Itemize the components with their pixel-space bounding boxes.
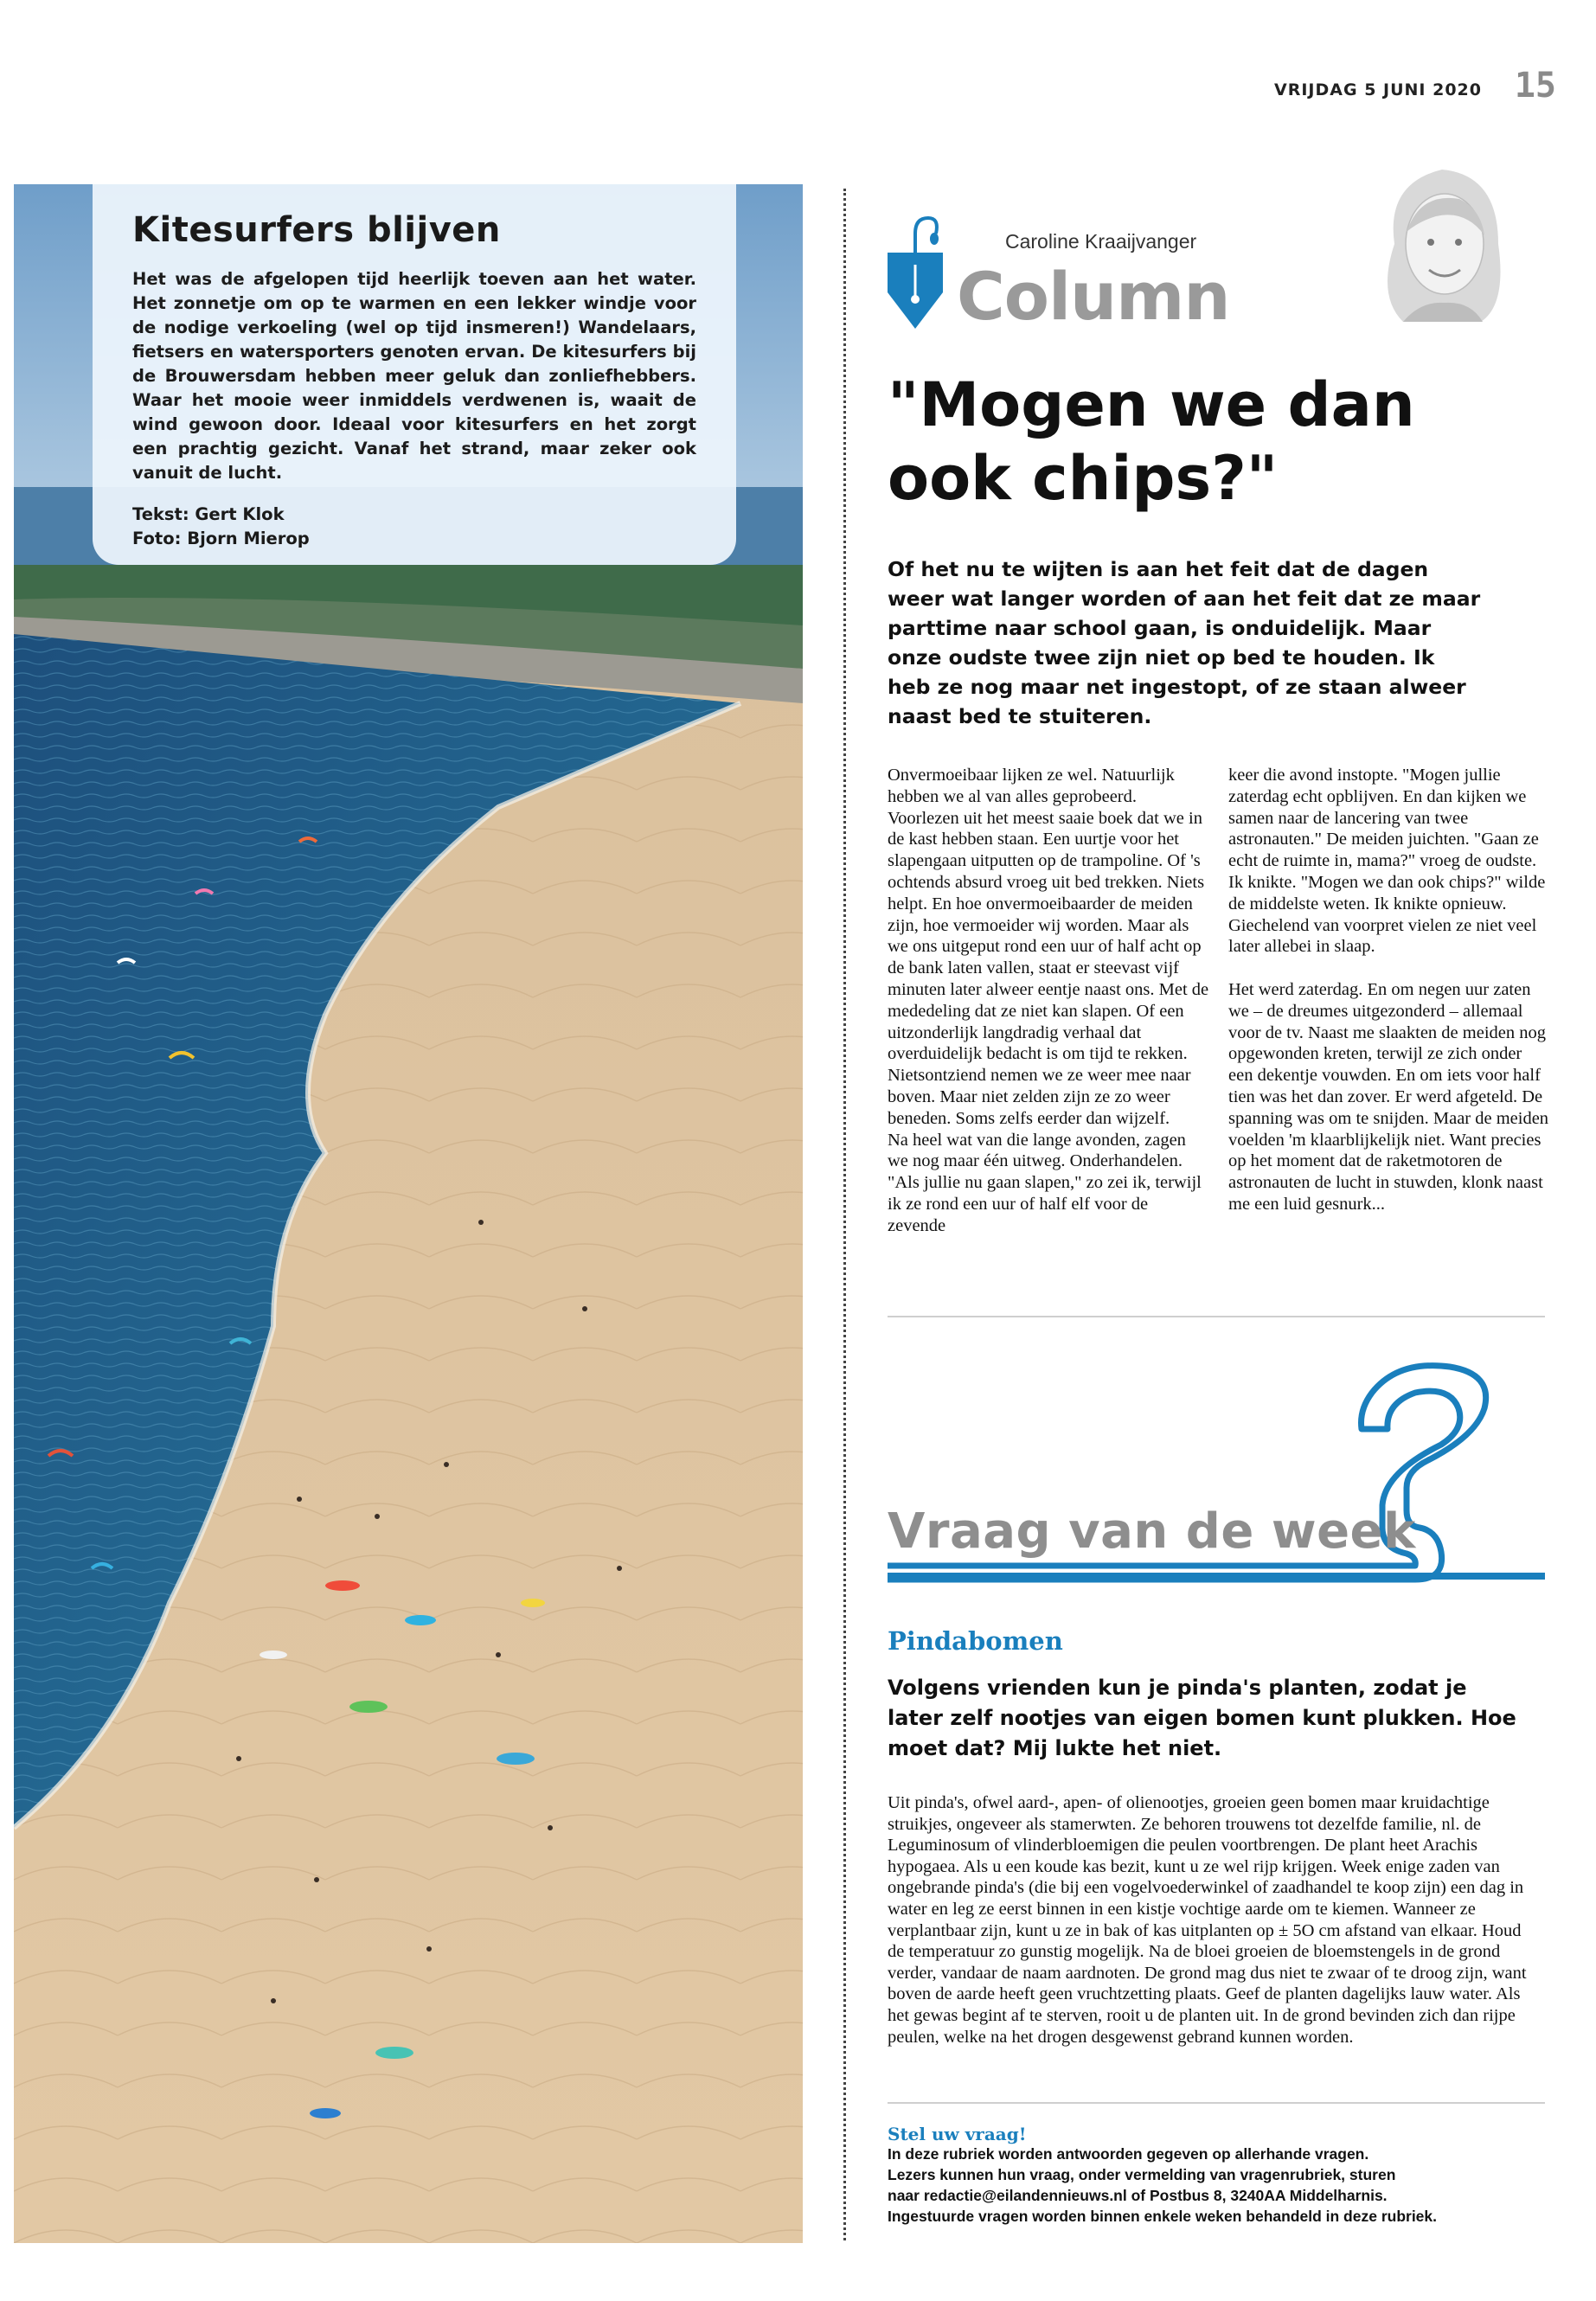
question-section-title: Vraag van de week	[888, 1503, 1416, 1560]
kitesurf-caption-box	[93, 184, 736, 565]
column-headline: "Mogen we dan ook chips?"	[888, 369, 1415, 514]
column-author: Caroline Kraaijvanger	[1005, 230, 1197, 253]
kitesurf-body: Het was de afgelopen tijd heerlijk toeven aan het water. Het zonnetje om op te warmen en een lekker windje voor de nodige verkoeling (wel op tijd insmeren!) Wandelaars, fietsers en watersporters genoten ervan. De kitesurfers bij de Brouwersdam hebben meer geluk dan zonliefhebbers. Waar het mooie weer inmiddels verdwenen is, waait de wind gewoon door. Ideaal voor kitesurfers en het zorgt een prachtig gezicht. Vanaf het strand, maar zeker ook vanuit de lucht.	[132, 269, 696, 483]
ask-title: Stel uw vraag!	[888, 2124, 1027, 2144]
question-lead: Volgens vrienden kun je pinda's planten, zodat je later zelf nootjes van eigen bomen kunt plukken. Hoe moet dat? Mij lukte het niet.	[888, 1676, 1516, 1760]
question-answer: Uit pinda's, ofwel aard-, apen- of olienootjes, groeien geen bomen maar kruidachtige struikjes, ongeveer als stamerwten. Ze behoren trouwens tot dezelfde familie, nl. de Leguminosum of vlinderbloemigen die peulen voortbrengen. De plant heet Arachis hypogaea. Als u een koude kas bezit, kunt u ze wel rijp krijgen. Week enige zaden van ongebrande pinda's (die bij een vogelvoederwinkel of zaadhandel te koop zijn) een dag in water en leg ze eerst binnen in een kistje vochtige aarde om te kiemen. Wanneer ze verplantbaar zijn, kunt u ze in bak of kas uitplanten op ± 5O cm afstand van elkaar. Houd de temperatuur zo gunstig mogelijk. Na de bloei groeien de bloemstengels in de grond verder, vandaar de naam aardnoten. De grond mag dus niet te zwaar of te droog zijn, want boven de aarde heeft geen vruchtzetting plaats. Geef de planten dagelijks lauw water. Als het gewas begint af te sterven, rooit u de planten uit. In de grond bevinden zich dan rijpe peulen, welke na het drogen desgewenst gebrand kunnen worden.	[888, 1793, 1527, 2047]
text-credit: Tekst: Gert Klok	[132, 504, 285, 524]
column-separator	[843, 189, 846, 2240]
question-subject: Pindabomen	[888, 1626, 1063, 1656]
column-label: Column	[957, 258, 1230, 335]
column-body-left: Onvermoeibaar lijken ze wel. Natuurlijk hebben we al van alles geprobeerd. Voorlezen uit het meest saaie boek dat we in de kast hebben staan. Een uurtje voor het slapengaan uitputten op de trampoline. Of 's ochtends absurd vroeg uit bed trekken. Niets helpt. En hoe onvermoeibaarder de meiden zijn, hoe vermoeider wij worden. Maar als we ons uitgeput rond een uur of half acht op de bank laten vallen, staat er steevast vijf minuten later alweer eentje naast ons. Met de mededeling dat ze niet kan slapen. Of een uitzonderlijk langdradig verhaal dat overduidelijk bedacht is om tijd te rekken. Nietsontziend nemen we ze weer mee naar boven. Maar niet zelden zijn ze zo weer beneden. Soms zelfs eerder dan wijzelf. Na heel wat van die lange avonden, zagen we nog maar één uitweg. Onderhandelen. "Als jullie nu gaan slapen," zo zei ik, terwijl ik ze rond een uur of half elf voor de zevende	[888, 766, 1209, 1235]
ask-body: In deze rubriek worden antwoorden gegeven op allerhande vragen. Lezers kunnen hun vraag, onder vermelding van vragenrubriek, sturen naar redactie@eilandennieuws.nl of Postbus 8, 3240AA Middelharnis. Ingestuurde vragen worden binnen enkele weken behandeld in deze rubriek.	[888, 2145, 1438, 2225]
section-divider-bottom	[888, 2102, 1545, 2104]
photo-credit: Foto: Bjorn Mierop	[132, 529, 310, 548]
page-number: 15	[1514, 66, 1556, 106]
pen-mouse-icon	[881, 208, 950, 337]
column-body-right: keer die avond instopte. "Mogen jullie zaterdag echt opblijven. En dan kijken we samen naar de lancering van twee astronauten." De meiden juichten. "Gaan ze echt de ruimte in, mama?" vroeg de oudste. Ik knikte. "Mogen we dan ook chips?" wilde de middelste weten. Ik knikte opnieuw. Giechelend van voorpret vielen ze niet veel later allebei in slaap. Het werd zaterdag. En om negen uur zaten we – de dreumes uitgezonderd – allemaal voor de tv. Naast me slaakten de meiden nog opgewonden kreten, terwijl ze zich onder een dekentje vouwden. En om iets voor half tien was het dan zover. Er werd afgeteld. De spanning was om te snijden. Maar de meiden voelden 'm klaarblijkelijk niet. Want precies op het moment dat de raketmotoren de astronauten de lucht in stuwden, klonk naast me een luid gesnurk...	[1228, 766, 1549, 1214]
column-intro: Of het nu te wijten is aan het feit dat de dagen weer wat langer worden of aan het feit dat ze maar parttime naar school gaan, is onduidelijk. Maar onze oudste twee zijn niet op bed te houden. Ik heb ze nog maar net ingestopt, of ze staan alweer naast bed te stuiteren.	[888, 557, 1481, 728]
issue-date: VRIJDAG 5 JUNI 2020	[1274, 80, 1482, 99]
kitesurf-credits	[132, 503, 696, 551]
section-divider	[888, 1316, 1545, 1317]
kitesurf-title: Kitesurfers blijven	[132, 210, 501, 250]
author-portrait	[1368, 149, 1516, 330]
